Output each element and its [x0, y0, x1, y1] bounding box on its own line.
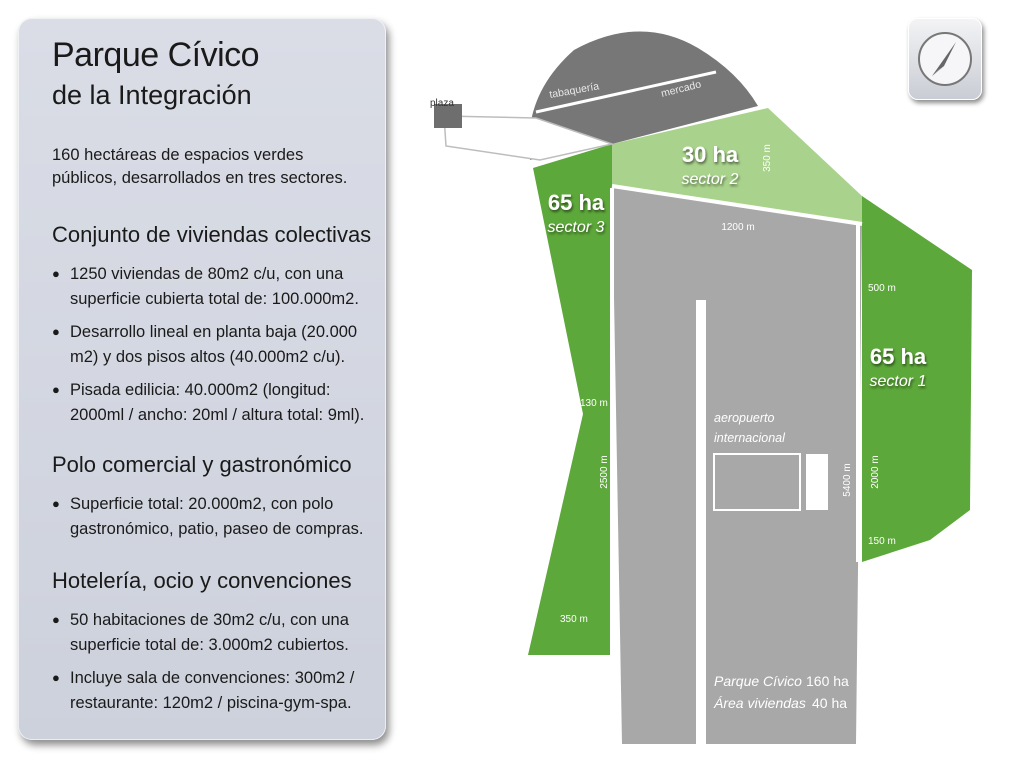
dim-350-bottom: 350 m [560, 614, 588, 625]
legend-parque-value: 160 ha [806, 673, 849, 689]
mercado-label: mercado [659, 78, 703, 100]
runway-line [696, 300, 706, 744]
intro-text: 160 hectáreas de espacios verdes públicos, desarrollados en tres sectores. [52, 146, 348, 187]
dim-150: 150 m [868, 536, 896, 547]
legend-viviendas-label: Área viviendas [714, 695, 806, 711]
dim-2000: 2000 m [870, 455, 881, 489]
sector-2-area-label: 30 ha [681, 142, 739, 167]
tabaqueria-label: tabaquería [548, 80, 600, 101]
sector-1-name: sector 1 [869, 373, 927, 390]
dim-130: 130 m [580, 398, 608, 409]
sector-1-area-label: 65 ha [869, 344, 927, 369]
airport-label-line2: internacional [714, 431, 785, 445]
dim-5400: 5400 m [842, 463, 853, 497]
airport-label-line1: aeropuerto [714, 411, 775, 425]
list-item: ● 1250 viviendas de 80m2 c/u, con una superficie cubierta total de: 100.000m2. [52, 262, 378, 311]
dim-2500: 2500 m [599, 455, 610, 489]
section-heading-polo: Polo comercial y gastronómico [52, 452, 352, 477]
sector-2-dimension: 350 m [762, 144, 773, 172]
list-item: ● Desarrollo lineal en planta baja (20.000 m2) y dos pisos altos (40.000m2 c/u). [52, 320, 378, 369]
list-item: ● Pisada edilicia: 40.000m2 (longitud: 2000ml / ancho: 20ml / altura total: 9ml). [52, 378, 378, 427]
sector-3-area-label: 65 ha [547, 190, 605, 215]
dim-1200: 1200 m [721, 222, 755, 233]
legend-viviendas-value: 40 ha [812, 695, 848, 711]
section-heading-viviendas: Conjunto de viviendas colectivas [52, 222, 372, 247]
sector-3-name: sector 3 [547, 219, 605, 236]
section-heading-hoteleria: Hotelería, ocio y convenciones [52, 568, 352, 593]
legend-parque-label: Parque Cívico [714, 673, 802, 689]
page-subtitle: de la Integración [52, 80, 252, 110]
compass-button[interactable] [908, 18, 982, 100]
plaza-label: plaza [430, 98, 454, 109]
airport-building [806, 454, 828, 510]
list-item: ● 50 habitaciones de 30m2 c/u, con una superficie total de: 3.000m2 cubiertos. [52, 608, 378, 657]
sector-2-name: sector 2 [681, 171, 739, 188]
dim-500: 500 m [868, 283, 896, 294]
page-title: Parque Cívico [52, 36, 260, 74]
list-item: ● Incluye sala de convenciones: 300m2 / restaurante: 120m2 / piscina-gym-spa. [52, 666, 378, 715]
compass-icon [908, 18, 982, 100]
list-item: ● Superficie total: 20.000m2, con polo gastronómico, patio, paseo de compras. [52, 492, 378, 541]
